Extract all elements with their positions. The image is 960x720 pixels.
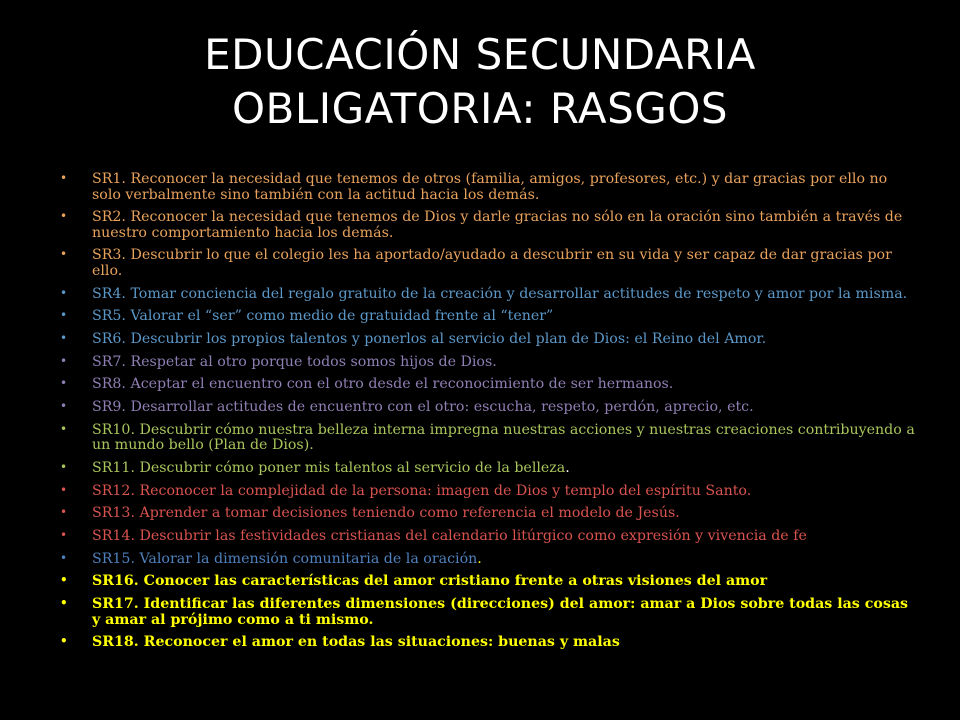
bullet-icon: •: [60, 330, 68, 345]
list-item-text: SR15. Valorar la dimensión comunitaria de la oración: [92, 550, 478, 567]
list-item-text: SR3. Descubrir lo que el colegio les ha aportado/ayudado a descubrir en su vida y ser capaz de dar gracias por ello.: [92, 247, 892, 279]
list-item-text: SR1. Reconocer la necesidad que tenemos de otros (familia, amigos, profesores, etc.) y dar gracias por ello no solo verbalmente sino también con la actitud hacia los demás.: [92, 171, 888, 203]
list-item: [58, 332, 918, 348]
list-item: [58, 248, 918, 279]
list-item-text: SR18. Reconocer el amor en todas las situaciones: buenas y malas: [92, 634, 620, 651]
list-item-suffix: .: [477, 550, 482, 567]
slide-title-line-1: EDUCACIÓN SECUNDARIA: [204, 30, 756, 79]
list-item: [58, 597, 918, 628]
bullet-icon: •: [60, 596, 68, 610]
bullet-icon: •: [60, 171, 68, 185]
list-item-text: SR4. Tomar conciencia del regalo gratuito de la creación y desarrollar actitudes de respeto y amor por la misma.: [92, 285, 908, 302]
list-item: [58, 400, 918, 416]
list-item-text: SR5. Valorar el “ser” como medio de gratuidad frente al “tener”: [92, 308, 554, 325]
bullet-icon: •: [60, 308, 68, 323]
list-item: [58, 210, 918, 241]
list-item: [58, 552, 918, 568]
list-item: [58, 529, 918, 545]
list-item: [58, 506, 918, 522]
slide-title-line-2: OBLIGATORIA: RASGOS: [231, 84, 729, 133]
bullet-icon: •: [60, 527, 68, 542]
list-item-text: SR13. Aprender a tomar decisiones teniendo como referencia el modelo de Jesús.: [92, 505, 680, 522]
bullet-icon: •: [60, 399, 68, 413]
list-item: [58, 377, 918, 393]
list-item-text: SR2. Reconocer la necesidad que tenemos de Dios y darle gracias no sólo en la oración sino también a través de nuestro comportamiento hacia los demás.: [92, 209, 903, 241]
list-item-text: SR6. Descubrir los propios talentos y ponerlos al servicio del plan de Dios: el Reino del Amor.: [92, 330, 767, 347]
list-item-text: SR8. Aceptar el encuentro con el otro desde el reconocimiento de ser hermanos.: [92, 376, 674, 393]
list-item: [58, 355, 918, 371]
list-item-text: SR11. Descubrir cómo poner mis talentos al servicio de la belleza: [92, 459, 566, 476]
bullet-icon: •: [60, 209, 68, 224]
bullet-icon: •: [60, 421, 68, 436]
list-item: [58, 309, 918, 325]
list-item-text: SR12. Reconocer la complejidad de la persona: imagen de Dios y templo del espíritu Santo.: [92, 482, 752, 499]
traits-list: [58, 172, 918, 658]
list-item: [58, 287, 918, 303]
bullet-icon: •: [60, 353, 68, 368]
list-item: [58, 484, 918, 500]
bullet-icon: •: [60, 285, 68, 300]
list-item: [58, 172, 918, 203]
list-item-text: SR16. Conocer las características del amor cristiano frente a otras visiones del amor: [92, 573, 768, 590]
bullet-icon: •: [60, 247, 68, 262]
list-item-text: SR10. Descubrir cómo nuestra belleza interna impregna nuestras acciones y nuestras creaciones contribuyendo a un mundo bello (Plan de Dios).: [92, 421, 915, 454]
bullet-icon: •: [60, 459, 68, 474]
list-item: [58, 461, 918, 477]
bullet-icon: •: [60, 376, 68, 391]
bullet-icon: •: [60, 550, 68, 565]
bullet-icon: •: [60, 482, 68, 497]
list-item-suffix: .: [565, 459, 570, 476]
list-item-text: SR14. Descubrir las festividades cristianas del calendario litúrgico como expresión y vivencia de fe: [92, 527, 807, 544]
list-item-text: SR9. Desarrollar actitudes de encuentro con el otro: escucha, respeto, perdón, aprecio, etc.: [92, 399, 754, 415]
list-item: [58, 423, 918, 454]
bullet-icon: •: [60, 573, 68, 588]
bullet-icon: •: [60, 505, 68, 520]
bullet-icon: •: [60, 634, 68, 649]
list-item: [58, 635, 918, 651]
slide-title: [80, 28, 880, 136]
list-item-text: SR17. Identificar las diferentes dimensiones (direcciones) del amor: amar a Dios sobre todas las cosas y amar al prójimo como a ti mismo.: [92, 596, 909, 628]
list-item-text: SR7. Respetar al otro porque todos somos hijos de Dios.: [92, 353, 497, 370]
list-item: [58, 574, 918, 590]
